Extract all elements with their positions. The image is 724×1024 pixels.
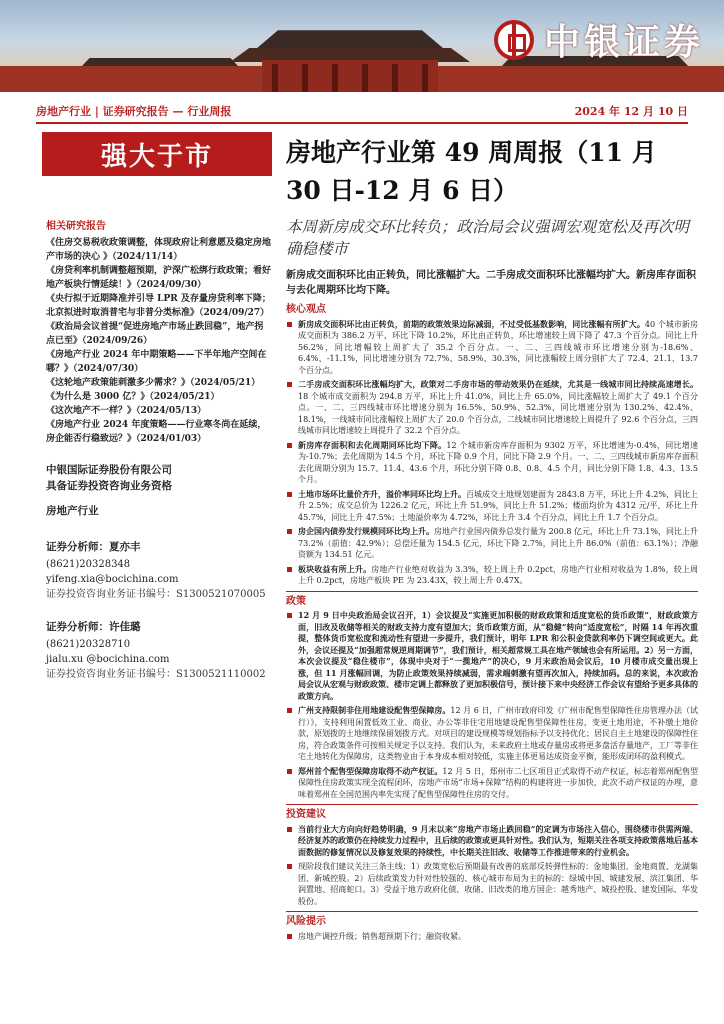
bullet-point-text: 现阶段我们建议关注三条主线：1）政策宽松后预期最有改善的底部反转弹性标的：金地集团、金地商置、龙湖集团、新城控股。2）后续政策发力针对性较强的、核心城市布局为主的标的：绿城中国、城建发展、滨江集团、华润置地、招商蛇口。3）受益于地方政府化债、收储、旧改类的地方国企：越秀地产、城投控股、建发国际、华发股份。 xyxy=(298,862,698,906)
analyst-name: 证券分析师：夏亦丰 xyxy=(46,541,141,553)
related-report-item[interactable]: 《央行拟于近期降准并引导 LPR 及存量房贷利率下降；北京拟进时取消普宅与非普分类标准》（2024/09/27） xyxy=(46,294,271,318)
bullet-point xyxy=(286,766,698,801)
bullet-point-text: 百城成交土地规划建面为 2843.8 万平，环比上升 4.2%，同比上升 2.5%；成交总价为 1226.2 亿元，环比上升 51.9%，同比上升 51.2%；楼面均价为 4312 元/平，环比上升 45.7%，同比上升 47.5%；土地溢价率为 4.72%，环比上升 3.4 个百分点，同比上升 1.7 个百分点。 xyxy=(298,489,698,522)
company-qualification: 具备证券投资咨询业务资格 xyxy=(46,480,172,492)
related-report-item[interactable]: 《住房交易税收政策调整，体现政府让利意愿及稳定房地产市场的决心 》（2024/11/14） xyxy=(46,238,272,262)
report-category: 房地产行业 | 证券研究报告 — 行业周报 xyxy=(36,105,232,118)
bullet-point-text: 12 月 5 日，郑州市二七区项目正式取得不动产权证，标志着郑州配售型保障性住房政策实现全流程闭环，房地产市场“市场+保障”结构的构建将进一步加快，此次不动产权证的办理，意味着郑州在全国范围内率先实现了配售型保障性住房的交付。 xyxy=(298,766,698,799)
bullet-point-highlight: 广州支持限制非住用地建设配售型保障房。 xyxy=(298,705,451,715)
analyst-name: 证券分析师：许佳璐 xyxy=(46,621,141,633)
bullet-point xyxy=(286,931,698,943)
related-report-item[interactable]: 《房地产行业 2024 年度策略——行业寒冬尚在延续，房企能否行稳致远？》（2024/01/03） xyxy=(46,420,267,444)
palace-hall-graphic xyxy=(262,60,438,92)
bullet-point xyxy=(286,705,698,763)
company-name: 中银国际证券股份有限公司 xyxy=(46,464,172,476)
analyst-phone: (8621)20328710 xyxy=(46,639,131,650)
report-date: 2024 年 12 月 10 日 xyxy=(574,105,688,118)
related-report-item[interactable]: 《政治局会议首提“促进房地产市场止跌回稳”，地产拐点已至》（2024/09/26） xyxy=(46,322,264,346)
advice-points-list xyxy=(286,824,698,908)
section-heading-advice: 投资建议 xyxy=(286,804,698,821)
bullet-point-highlight: 新房库存面积和去化周期同环比均下降。 xyxy=(298,439,447,450)
analyst-email[interactable]: jialu.xu @bocichina.com xyxy=(46,654,170,665)
analyst-block xyxy=(46,540,272,602)
section-heading-risk: 风险提示 xyxy=(286,911,698,928)
related-reports-list xyxy=(46,236,272,446)
section-heading-core: 核心观点 xyxy=(286,304,326,315)
report-body xyxy=(286,300,698,945)
bullet-point xyxy=(286,824,698,859)
related-report-item[interactable]: 《房地产行业 2024 年中期策略——下半年地产空间在哪？》（2024/07/30） xyxy=(46,350,267,374)
bullet-point xyxy=(286,440,698,486)
right-wall-graphic xyxy=(438,66,724,92)
policy-points-list xyxy=(286,610,698,800)
analyst-certificate: 证券投资咨询业务证书编号：S1300521110002 xyxy=(46,669,266,680)
bullet-point-highlight: 新房成交面积环比由正转负，前期的政策效果边际减弱，不过受低基数影响，同比涨幅有所扩大。 xyxy=(298,318,645,329)
bullet-point xyxy=(286,861,698,907)
bullet-point xyxy=(286,564,698,587)
related-report-item[interactable]: 《这次地产不一样？》（2024/05/13） xyxy=(46,406,207,416)
brand-name: 中银证券 xyxy=(543,22,704,63)
bullet-point-highlight: 二手房成交面积环比涨幅均扩大，政策对二手房市场的带动效果仍在延续，尤其是一线城市同比持续高速增长。 xyxy=(298,379,698,389)
core-points-list xyxy=(286,319,698,587)
report-subtitle: 本周新房成交环比转负；政治局会议强调宏观宽松及再次明确稳楼市 xyxy=(286,218,690,258)
bullet-point-text: 12 月 6 日，广州市政府印发《广州市配售型保障性住房管理办法（试行）》，支持利用闲置低效工业、商业、办公等非住宅用地建设配售型保障性住房，变更土地用途，不补缴土地价款，原划拨的土地继续保留划拨方式。对项目的建设规模等规划指标予以支持优化；居民自主土地建设的保障性住房，符合政策条件可按相关规定予以支持。我们认为，未来政府土地或存量房或将更多盘活存量地产，工厂等非住宅土地转化为保障房，这类物业由于本身成本相对较低，实施主体更易达成资金平衡，能形成闭环的盈利模式。 xyxy=(298,706,698,761)
risk-points-list xyxy=(286,931,698,943)
bullet-point-text: 房地产调控升级；销售超预期下行；融资收紧。 xyxy=(298,931,466,941)
section-heading-policy: 政策 xyxy=(286,591,698,608)
bullet-point-highlight: 当前行业大方向向好趋势明确，9 月末以来“房地产市场止跌回稳”的定调为市场注入信心，围绕楼市供需两端、经济复苏的政策仍在持续发力过程中，且后续的政策或更具针对性。我们认为，短期关注各项支持政策落地后基本面数据的修复情况以及修复效果的持续性，中长期关注旧改、收储等工作推进带来的行业机会。 xyxy=(298,823,698,857)
bullet-point-text: 40 个城市新房成交面积为 386.2 万平，环比下降 10.2%，环比由正转负，环比增速较上周下降了 47.3 个百分点。同比上升 56.2%，同比增幅较上周扩大了 35.2 个百分点。一、二、三四线城市环比增速分别为-18.6%、6.4%、-11.1%，同比增速分别为 72.7%、58.9%、30.3%，同比涨幅较上周分别扩大了 72.4、21.1、13.7 个百分点。 xyxy=(298,319,698,375)
company-info xyxy=(46,462,272,494)
bullet-point-text: 12 个城市新房库存面积为 9302 万平，环比增速为-0.4%，同比增速为-10.7%；去化周期为 14.5 个月，环比下降 0.9 个月，同比下降 2.9 个月。一、二、三四线城市新房库存面积去化周期分别为 15.7、11.4、43.6 个月，环比分别下降 0.8、0.8、4.5 个月，同比分别下降 1.8、4.3、13.5 个月。 xyxy=(298,440,698,484)
bullet-point xyxy=(286,319,698,377)
bullet-point-highlight: 郑州首个配售型保障房取得不动产权证。 xyxy=(298,765,443,776)
bullet-point-text: 房地产行业国内债券总发行量为 200.8 亿元，环比上升 73.1%，同比上升 73.2%（前值：42.9%）；总偿还量为 154.5 亿元，环比下降 2.7%，同比上升 86.0%（前值：63.1%）；净融资额为 134.51 亿元。 xyxy=(298,527,698,559)
bullet-point xyxy=(286,610,698,702)
related-reports-heading: 相关研究报告 xyxy=(46,221,106,232)
report-title: 房地产行业第 49 周周报（11 月 30 日-12 月 6 日） xyxy=(286,138,657,205)
bullet-point-highlight: 板块收益有所上升。 xyxy=(298,563,372,574)
report-lead: 新房成交面积环比由正转负，同比涨幅扩大。二手房成交面积环比涨幅均扩大。新房库存面积与去化周期环比均下降。 xyxy=(286,270,696,296)
bullet-point-highlight: 12 月 9 日中央政治局会议召开，1）会议提及“实施更加积极的财政政策和适度宽松的货币政策”，财政政策方面，旧改及收储等相关的财政支持力度有望加大；货币政策方面，从“稳健”转向“适度宽松”，时隔 14 年再次重提，整体货币宽松度和流动性有望进一步提升，我们预计，明年 LPR 和公积金贷款利率仍下调空间或更大。此外，会议还提及“加强超常规逆周期调节”，我们预计，相关超常规工具在地产领域也会有所运用。2）另一方面，本次会议提及“稳住楼市”，体现中央对于“一揽地产”的决心，9 月末政治局会议后，10 月楼市成交量出现上涨，但 11 月涨幅回调，为防止政策效果持续减弱，需求端刺激有望再次加入，持续加码。总的来说，本次政治局会议从宏观与财政政策、楼市定调上都释放了更加积极信号，预计接下来中央经济工作会议有望给予更多具体的政策方向。 xyxy=(298,610,698,701)
bank-logo-icon xyxy=(494,20,534,60)
related-report-item[interactable]: 《为什么是 3000 亿？》（2024/05/21） xyxy=(46,392,220,402)
bullet-point-text: 18 个城市成交面积为 294.8 万平，环比上升 41.0%，同比上升 65.0%，同比涨幅较上周扩大了 49.1 个百分点。一、二、三四线城市环比增速分别为 16.5%、50.9%、52.3%，同比增速分别为 130.2%、42.4%、18.1%，一线城市同比涨幅较上周扩大了 20.0 个百分点，二线城市同比增速较上周提升了 92.6 个百分点，三四线城市同比增速较上周提升了 32.2 个百分点。 xyxy=(298,391,698,435)
analyst-phone: (8621)20328348 xyxy=(46,559,131,570)
bullet-point xyxy=(286,526,698,561)
rating-badge: 强大于市 xyxy=(42,132,272,176)
header-banner xyxy=(0,0,724,92)
bullet-point-highlight: 土地市场环比量价齐升，溢价率同环比均上升。 xyxy=(298,488,467,499)
bullet-point-text: 房地产行业绝对收益为 3.3%，较上周上升 0.2pct，房地产行业相对收益为 1.8%，较上周上升 0.2pct，房地产板块 PE 为 23.43X，较上周上升 0.47X。 xyxy=(298,564,698,585)
bullet-point xyxy=(286,379,698,437)
analyst-block xyxy=(46,620,272,682)
brand-logo xyxy=(494,14,704,65)
left-sidebar xyxy=(46,220,272,682)
bullet-point xyxy=(286,489,698,524)
bullet-point-highlight: 房企国内债券发行规模同环比均上升。 xyxy=(298,526,435,536)
report-header-strip xyxy=(36,100,688,124)
analyst-certificate: 证券投资咨询业务证书编号：S1300521070005 xyxy=(46,589,266,600)
left-wall-graphic xyxy=(0,66,262,92)
analyst-email[interactable]: yifeng.xia@bocichina.com xyxy=(46,574,179,585)
related-report-item[interactable]: 《这轮地产政策能刺激多少需求？》（2024/05/21） xyxy=(46,378,261,388)
industry-label: 房地产行业 xyxy=(46,505,99,517)
related-report-item[interactable]: 《房贷利率机制调整超预期，沪深广松绑行政政策；看好地产板块行情延续！》（2024/09/30） xyxy=(46,266,272,290)
